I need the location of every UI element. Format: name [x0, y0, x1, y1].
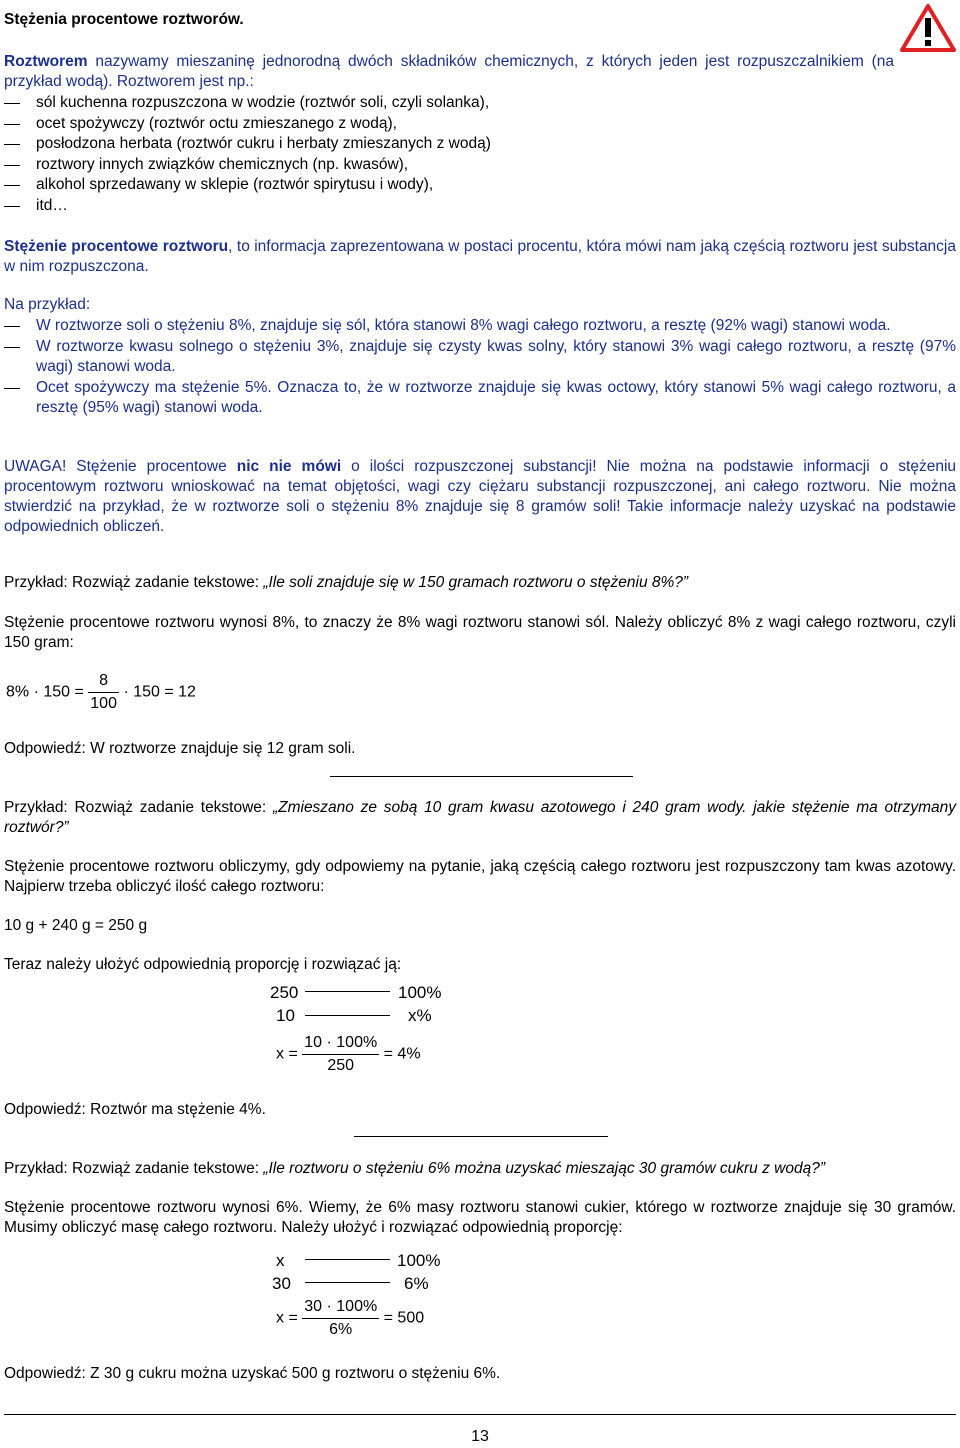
- definition-term: Stężenie procentowe roztworu: [4, 238, 229, 255]
- example-2-x-equation: x = $\frac{10 \cdot 100\%}{250}$ = 4%: [276, 1032, 421, 1077]
- warning-paragraph: UWAGA! Stężenie procentowe nic nie mówi o ilości rozpuszczonej substancji! Nie można na podstawie informacji o stężeniu procentowym roztworu wnioskować na temat objętości, wagi czy ciężaru substancji rozpuszczonej, ani całego roztworu. Nie można stwierdzić na przykład, że w roztworze soli o stężeniu 8% znajduje się 8 gramów soli! Takie informacje należy uzyskać na podstawie odpowiednich obliczeń.: [4, 458, 957, 535]
- definition-text: , to informacja zaprezentowana w postaci procentu, która mówi nam jaką częścią roztworu jest substancja w nim rozpuszczona.: [4, 238, 956, 275]
- example-2-proportion-right-1: 100%: [398, 983, 442, 1002]
- example-2-prompt: Przykład: Rozwiąż zadanie tekstowe: „Zmieszano ze sobą 10 gram kwasu azotowego i 240 gram wody. jakie stężenie ma otrzymany roztwór?”: [4, 799, 956, 836]
- for-example-label: Na przykład:: [4, 296, 91, 313]
- proportion-line: [305, 1282, 390, 1283]
- list-item: ocet spożywczy (roztwór octu zmieszanego z wodą),: [0, 114, 956, 135]
- example-2-answer: Odpowiedź: Roztwór ma stężenie 4%.: [4, 1101, 266, 1118]
- example-2-sum: 10 g + 240 g = 250 g: [4, 917, 148, 934]
- example-1-answer: Odpowiedź: W roztworze znajduje się 12 gram soli.: [4, 740, 356, 757]
- intro-term: Roztworem: [4, 53, 88, 70]
- example-3-explanation: Stężenie procentowe roztworu wynosi 6%. Wiemy, że 6% masy roztworu stanowi cukier, którego w roztworze znajduje się 30 gramów. Musimy obliczyć masę całego roztworu. Należy ułożyć i rozwiązać odpowiednią proporcję:: [4, 1199, 956, 1236]
- example-3-x-equation: x = $\frac{30 \cdot 100\%}{6\%}$ = 500: [276, 1296, 424, 1341]
- list-item: sól kuchenna rozpuszczona w wodzie (roztwór soli, czyli solanka),: [0, 93, 956, 114]
- example-3-question: „Ile roztworu o stężeniu 6% można uzyskać mieszając 30 gramów cukru z wodą?”: [263, 1160, 825, 1177]
- list-item: W roztworze kwasu solnego o stężeniu 3%, znajduje się czysty kwas solny, który stanowi 3% wagi całego roztworu, a resztę (97% wagi) stanowi woda.: [0, 337, 956, 378]
- warning-triangle-icon: [900, 4, 956, 52]
- warning-emphasis: nic nie mówi: [236, 458, 342, 475]
- definition-paragraph: [4, 237, 956, 277]
- intro-paragraph: [4, 52, 894, 92]
- example-3-proportion-right-2: 6%: [404, 1274, 429, 1293]
- example-2-question: „Zmieszano ze sobą 10 gram kwasu azotowego i 240 gram wody. jakie stężenie ma otrzymany roztwór?”: [4, 799, 956, 836]
- page-title: Stężenia procentowe roztworów.: [4, 11, 244, 28]
- page-number: 13: [471, 1428, 489, 1445]
- list-item: alkohol sprzedawany w sklepie (roztwór spirytusu i wody),: [0, 175, 956, 196]
- for-example-list: [0, 316, 956, 419]
- fraction: $\frac{30 \cdot 100\%}{6\%}$: [304, 1298, 378, 1338]
- example-3-prompt: Przykład: Rozwiąż zadanie tekstowe: „Ile roztworu o stężeniu 6% można uzyskać mieszając 30 gramów cukru z wodą?”: [4, 1160, 825, 1177]
- fraction: $\frac{10 \cdot 100\%}{250}$: [304, 1034, 378, 1074]
- solution-examples-list: [0, 93, 956, 216]
- list-item: W roztworze soli o stężeniu 8%, znajduje się sól, która stanowi 8% wagi całego roztworu, a resztę (92% wagi) stanowi woda.: [0, 316, 956, 337]
- example-1-question: „Ile soli znajduje się w 150 gramach roztworu o stężeniu 8%?”: [263, 574, 689, 591]
- example-1-prompt: Przykład: Rozwiąż zadanie tekstowe: „Ile soli znajduje się w 150 gramach roztworu o stężeniu 8%?”: [4, 574, 689, 591]
- list-item: roztwory innych związków chemicznych (np. kwasów),: [0, 155, 956, 176]
- list-item: itd…: [0, 196, 956, 217]
- proportion-line: [305, 991, 390, 992]
- list-item: posłodzona herbata (roztwór cukru i herbaty zmieszanych z wodą): [0, 134, 956, 155]
- example-2-proportion-right-2: x%: [408, 1006, 432, 1025]
- list-item: Ocet spożywczy ma stężenie 5%. Oznacza to, że w roztworze znajduje się kwas octowy, który stanowi 5% wagi całego roztworu, a resztę (95% wagi) stanowi woda.: [0, 378, 956, 419]
- example-1-explanation: Stężenie procentowe roztworu wynosi 8%, to znaczy że 8% wagi roztworu stanowi sól. Należy obliczyć 8% z wagi całego roztworu, czyli 150 gram:: [4, 614, 956, 651]
- intro-text: nazywamy mieszaninę jednorodną dwóch składników chemicznych, z których jeden jest rozpuszczalnikiem (na przykład wodą). Roztworem jest np.:: [4, 53, 894, 90]
- fraction: $\frac{8}{100}$: [90, 672, 117, 712]
- footer-divider: [4, 1414, 956, 1415]
- example-3-proportion-left-1: x: [276, 1251, 285, 1270]
- example-2-explanation: Stężenie procentowe roztworu obliczymy, gdy odpowiemy na pytanie, jaką częścią całego roztworu jest rozpuszczony tam kwas azotowy. Najpierw trzeba obliczyć ilość całego roztworu:: [4, 858, 956, 895]
- example-3-proportion-right-1: 100%: [397, 1251, 441, 1270]
- example-1-equation: 8% · 150 = $\frac{8}{100}$ · 150 = 12: [6, 670, 196, 715]
- example-3-answer: Odpowiedź: Z 30 g cukru można uzyskać 500 g roztworu o stężeniu 6%.: [4, 1365, 501, 1382]
- proportion-line: [305, 1015, 390, 1016]
- separator-line: [354, 1136, 608, 1137]
- example-2-proportion-left-2: 10: [276, 1006, 295, 1025]
- separator-line: [330, 776, 633, 777]
- example-3-proportion-left-2: 30: [272, 1274, 291, 1293]
- example-2-proportion-intro: Teraz należy ułożyć odpowiednią proporcję i rozwiązać ją:: [4, 956, 402, 973]
- proportion-line: [305, 1259, 390, 1260]
- example-2-proportion-left-1: 250: [270, 983, 299, 1002]
